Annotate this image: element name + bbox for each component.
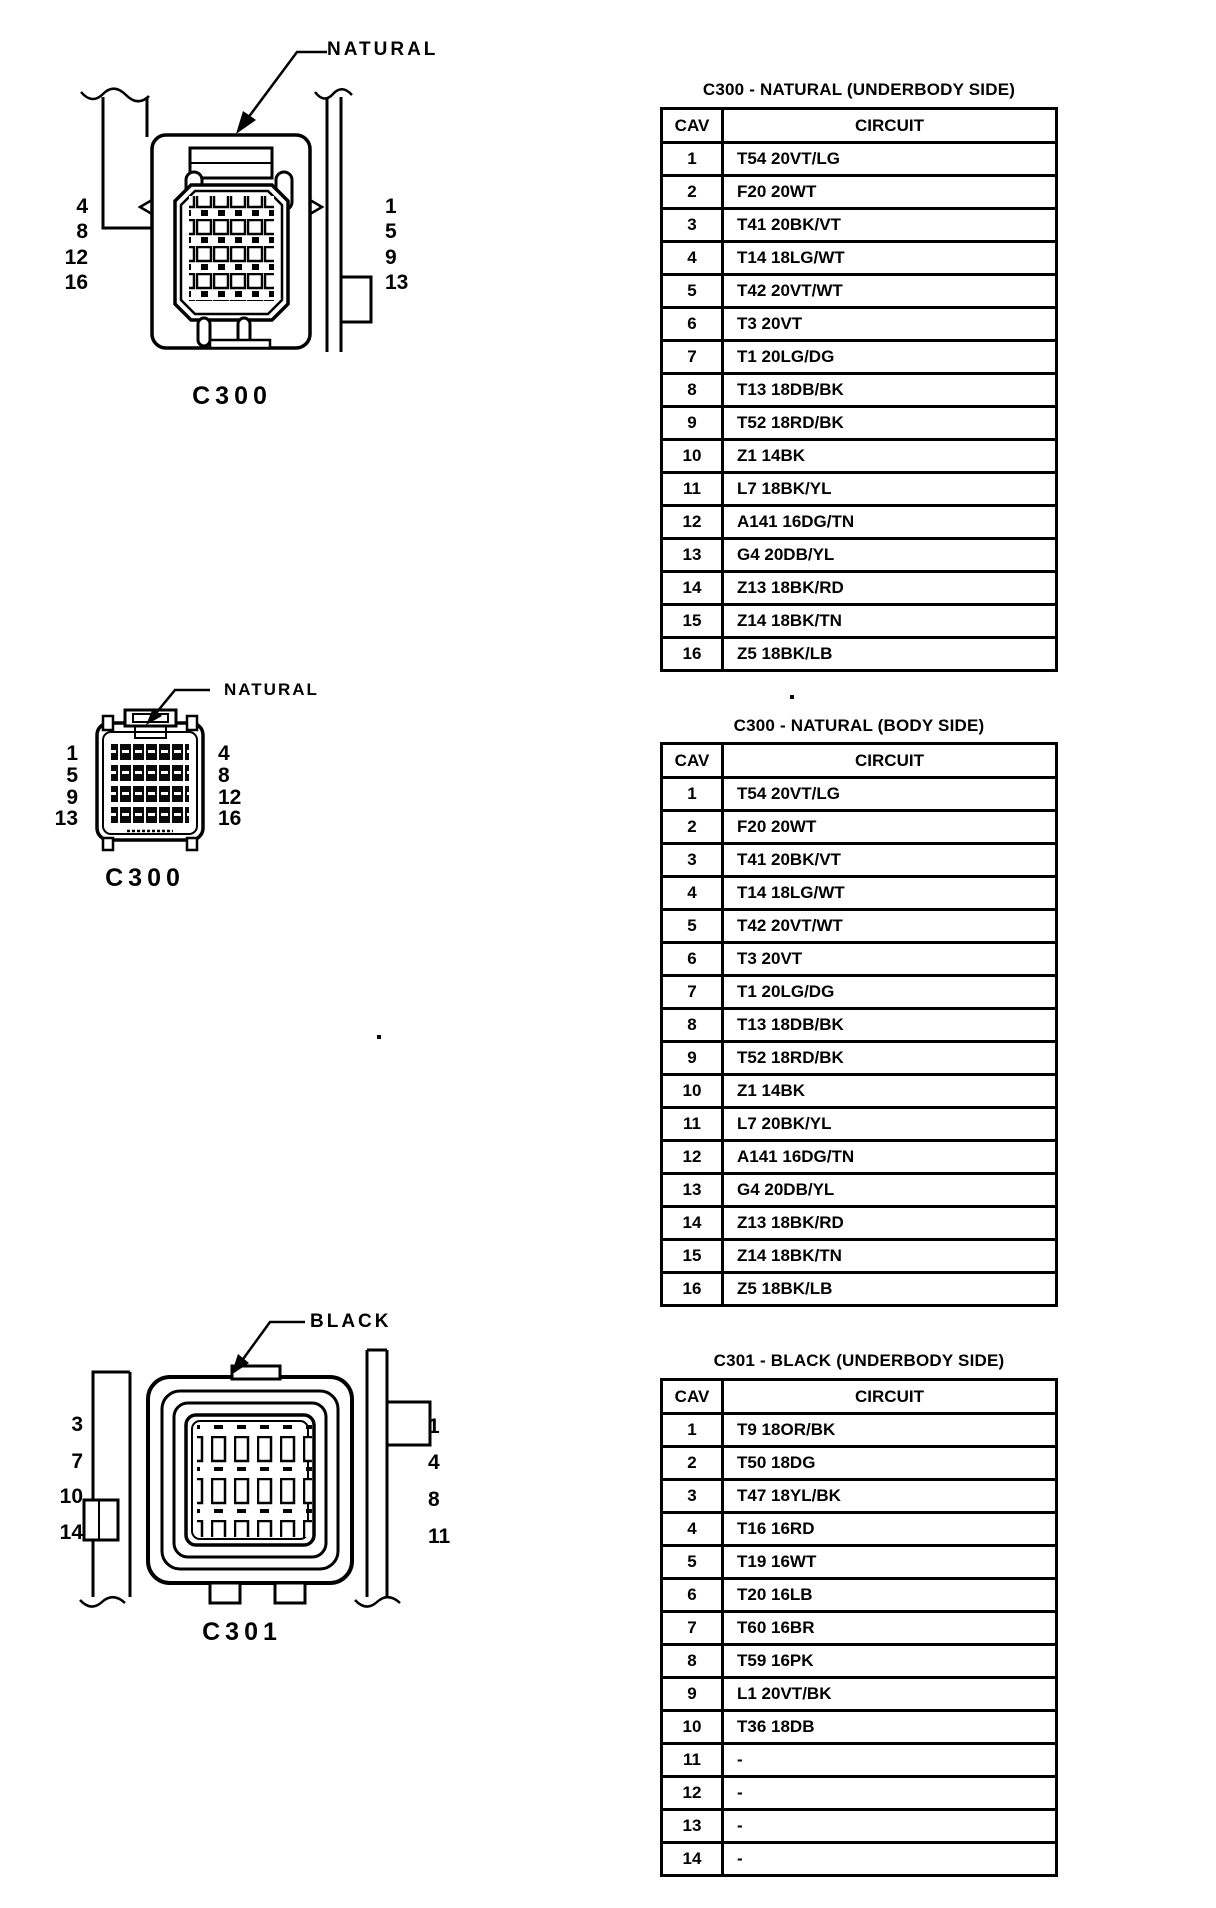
cav-cell: 4: [663, 1514, 724, 1544]
connector-caption: C300: [105, 864, 185, 892]
cav-cell: 2: [663, 1448, 724, 1478]
circuit-cell: T20 16LB: [737, 1585, 813, 1604]
pin-number-label: 13: [385, 271, 409, 294]
table-row: [663, 941, 1055, 974]
cav-cell: 14: [663, 1208, 724, 1238]
table-row: [663, 372, 1055, 405]
cav-cell: 7: [663, 342, 724, 372]
table-row: [663, 1073, 1055, 1106]
circuit-cell: T19 16WT: [737, 1552, 817, 1571]
table-row: [663, 1139, 1055, 1172]
cav-cell: 15: [663, 1241, 724, 1271]
cav-cell: 5: [663, 276, 724, 306]
pin-number-label: 12: [64, 246, 88, 269]
cav-cell: 12: [663, 507, 724, 537]
cav-cell: 3: [663, 1481, 724, 1511]
circuit-cell: T52 18RD/BK: [737, 413, 844, 432]
connector-caption: C301: [202, 1618, 282, 1646]
table-header-row: [663, 1381, 1055, 1412]
pin-number-label: 11: [428, 1525, 451, 1548]
cav-cell: 11: [663, 1109, 724, 1139]
pin-number-label: 8: [428, 1488, 440, 1511]
circuit-cell: Z14 18BK/TN: [737, 611, 842, 630]
cav-cell: 2: [663, 177, 724, 207]
circuit-cell: T54 20VT/LG: [737, 784, 840, 803]
circuit-cell: T52 18RD/BK: [737, 1048, 844, 1067]
circuit-cell: T50 18DG: [737, 1453, 816, 1472]
table-row: [663, 1841, 1055, 1874]
table-row: [663, 273, 1055, 306]
cav-cell: 10: [663, 441, 724, 471]
pin-number-label: 1: [428, 1415, 440, 1438]
table-row: [663, 1511, 1055, 1544]
circuit-cell: T36 18DB: [737, 1717, 815, 1736]
circuit-cell: G4 20DB/YL: [737, 545, 835, 564]
table-row: [663, 603, 1055, 636]
circuit-cell: Z13 18BK/RD: [737, 578, 844, 597]
pinout-table-c300-body: [660, 742, 1058, 1307]
circuit-cell: A141 16DG/TN: [737, 1147, 855, 1166]
table-row: [663, 1445, 1055, 1478]
circuit-cell: Z5 18BK/LB: [737, 644, 833, 663]
cav-cell: 8: [663, 375, 724, 405]
circuit-cell: T47 18YL/BK: [737, 1486, 841, 1505]
table-row: [663, 1172, 1055, 1205]
pin-number-label: 7: [71, 1450, 83, 1473]
pin-number-label: 12: [218, 786, 242, 809]
cav-cell: 10: [663, 1712, 724, 1742]
table-header-row: [663, 110, 1055, 141]
table-row: [663, 1238, 1055, 1271]
table-row: [663, 1544, 1055, 1577]
circuit-cell: A141 16DG/TN: [737, 512, 855, 531]
pinout-table-c301-underbody: [660, 1378, 1058, 1877]
circuit-cell: T59 16PK: [737, 1651, 814, 1670]
pin-number-label: 9: [385, 246, 397, 269]
cav-cell: 5: [663, 911, 724, 941]
circuit-cell: Z5 18BK/LB: [737, 1279, 833, 1298]
table-row: [663, 1412, 1055, 1445]
cav-cell: 16: [663, 1274, 724, 1304]
circuit-cell: -: [737, 1849, 743, 1868]
table-row: [663, 438, 1055, 471]
circuit-cell: Z14 18BK/TN: [737, 1246, 842, 1265]
pin-number-label: 13: [54, 807, 78, 830]
pin-number-label: 10: [59, 1485, 83, 1508]
table-header-row: [663, 745, 1055, 776]
table-row: [663, 1271, 1055, 1304]
table-row: [663, 1643, 1055, 1676]
cav-cell: 11: [663, 1745, 724, 1775]
pin-number-label: 8: [218, 764, 230, 787]
cav-cell: 9: [663, 1679, 724, 1709]
pin-number-label: 5: [66, 764, 78, 787]
circuit-cell: -: [737, 1783, 743, 1802]
circuit-cell: T3 20VT: [737, 949, 803, 968]
color-callout-arrow: [236, 52, 327, 134]
circuit-cell: T9 18OR/BK: [737, 1420, 836, 1439]
pin-number-label: 8: [76, 220, 88, 243]
cav-cell: 14: [663, 573, 724, 603]
table-row: [663, 908, 1055, 941]
table-row: [663, 570, 1055, 603]
table-row: [663, 776, 1055, 809]
table-row: [663, 537, 1055, 570]
circuit-cell: -: [737, 1816, 743, 1835]
circuit-cell: T42 20VT/WT: [737, 916, 843, 935]
cav-cell: 4: [663, 243, 724, 273]
table-row: [663, 471, 1055, 504]
table-title: C300 - NATURAL (BODY SIDE): [733, 716, 985, 735]
circuit-cell: L7 18BK/YL: [737, 479, 832, 498]
circuit-cell: F20 20WT: [737, 182, 817, 201]
connector-color-label: BLACK: [310, 1311, 392, 1332]
cav-cell: 7: [663, 1613, 724, 1643]
cav-cell: 16: [663, 639, 724, 669]
scan-artifact-dot: [790, 695, 794, 699]
cav-cell: 10: [663, 1076, 724, 1106]
pin-number-label: 1: [385, 195, 397, 218]
cav-cell: 12: [663, 1778, 724, 1808]
cav-cell: 1: [663, 1415, 724, 1445]
circuit-cell: F20 20WT: [737, 817, 817, 836]
pin-number-label: 4: [218, 742, 230, 765]
circuit-cell: T1 20LG/DG: [737, 982, 835, 1001]
table-row: [663, 1709, 1055, 1742]
cav-cell: 3: [663, 845, 724, 875]
cav-cell: 6: [663, 1580, 724, 1610]
pin-number-label: 16: [64, 271, 88, 294]
circuit-cell: G4 20DB/YL: [737, 1180, 835, 1199]
pin-number-label: 16: [218, 807, 242, 830]
table-row: [663, 174, 1055, 207]
table-row: [663, 1742, 1055, 1775]
cav-cell: 3: [663, 210, 724, 240]
circuit-cell: T1 20LG/DG: [737, 347, 835, 366]
circuit-cell: L1 20VT/BK: [737, 1684, 832, 1703]
cav-cell: 13: [663, 540, 724, 570]
circuit-cell: T60 16BR: [737, 1618, 815, 1637]
connector-c301-underbody-line-art: [50, 1310, 450, 1650]
connector-color-label: NATURAL: [327, 39, 439, 60]
cav-cell: 8: [663, 1010, 724, 1040]
table-row: [663, 1478, 1055, 1511]
circuit-cell: T42 20VT/WT: [737, 281, 843, 300]
circuit-cell: -: [737, 1750, 743, 1769]
cav-cell: 8: [663, 1646, 724, 1676]
connector-caption: C300: [192, 382, 272, 410]
table-row: [663, 636, 1055, 669]
table-row: [663, 974, 1055, 1007]
circuit-cell: Z1 14BK: [737, 446, 806, 465]
table-row: [663, 1007, 1055, 1040]
pin-number-label: 1: [66, 742, 78, 765]
table-row: [663, 1676, 1055, 1709]
table-row: [663, 141, 1055, 174]
cav-cell: 6: [663, 309, 724, 339]
cav-cell: 13: [663, 1175, 724, 1205]
pin-number-label: 9: [66, 786, 78, 809]
circuit-cell: T3 20VT: [737, 314, 803, 333]
connector-c300-underbody-line-art: [60, 30, 400, 370]
table-row: [663, 240, 1055, 273]
cav-cell: 9: [663, 1043, 724, 1073]
circuit-cell: T54 20VT/LG: [737, 149, 840, 168]
table-row: [663, 842, 1055, 875]
table-row: [663, 1610, 1055, 1643]
column-header: CAV: [663, 745, 724, 776]
column-header: CIRCUIT: [855, 115, 924, 135]
pin-number-label: 3: [71, 1413, 83, 1436]
circuit-cell: L7 20BK/YL: [737, 1114, 832, 1133]
cav-cell: 12: [663, 1142, 724, 1172]
cav-cell: 2: [663, 812, 724, 842]
scan-artifact-dot: [377, 1035, 381, 1039]
circuit-cell: T14 18LG/WT: [737, 883, 845, 902]
table-row: [663, 405, 1055, 438]
circuit-cell: T41 20BK/VT: [737, 215, 841, 234]
table-row: [663, 1205, 1055, 1238]
table-row: [663, 306, 1055, 339]
table-row: [663, 1040, 1055, 1073]
cav-cell: 13: [663, 1811, 724, 1841]
cav-cell: 4: [663, 878, 724, 908]
cav-cell: 6: [663, 944, 724, 974]
table-row: [663, 339, 1055, 372]
pin-number-label: 14: [59, 1521, 83, 1544]
table-row: [663, 1106, 1055, 1139]
circuit-cell: T41 20BK/VT: [737, 850, 841, 869]
pin-number-label: 4: [76, 195, 88, 218]
table-row: [663, 1775, 1055, 1808]
table-row: [663, 875, 1055, 908]
circuit-cell: T16 16RD: [737, 1519, 815, 1538]
connector-color-label: NATURAL: [224, 680, 319, 699]
cav-cell: 11: [663, 474, 724, 504]
circuit-cell: Z13 18BK/RD: [737, 1213, 844, 1232]
column-header: CIRCUIT: [855, 750, 924, 770]
table-title: C300 - NATURAL (UNDERBODY SIDE): [702, 80, 1016, 99]
column-header: CAV: [663, 110, 724, 141]
cav-cell: 1: [663, 144, 724, 174]
table-row: [663, 1808, 1055, 1841]
circuit-cell: T13 18DB/BK: [737, 380, 844, 399]
cav-cell: 15: [663, 606, 724, 636]
cav-cell: 5: [663, 1547, 724, 1577]
table-row: [663, 809, 1055, 842]
circuit-cell: T13 18DB/BK: [737, 1015, 844, 1034]
pin-number-label: 4: [428, 1451, 440, 1474]
cav-cell: 14: [663, 1844, 724, 1874]
cav-cell: 9: [663, 408, 724, 438]
cav-cell: 7: [663, 977, 724, 1007]
table-row: [663, 504, 1055, 537]
circuit-cell: Z1 14BK: [737, 1081, 806, 1100]
column-header: CAV: [663, 1381, 724, 1412]
table-row: [663, 1577, 1055, 1610]
table-title: C301 - BLACK (UNDERBODY SIDE): [713, 1351, 1005, 1370]
column-header: CIRCUIT: [855, 1386, 924, 1406]
circuit-cell: T14 18LG/WT: [737, 248, 845, 267]
pin-number-label: 5: [385, 220, 397, 243]
cav-cell: 1: [663, 779, 724, 809]
table-row: [663, 207, 1055, 240]
pinout-table-c300-underbody: [660, 107, 1058, 672]
